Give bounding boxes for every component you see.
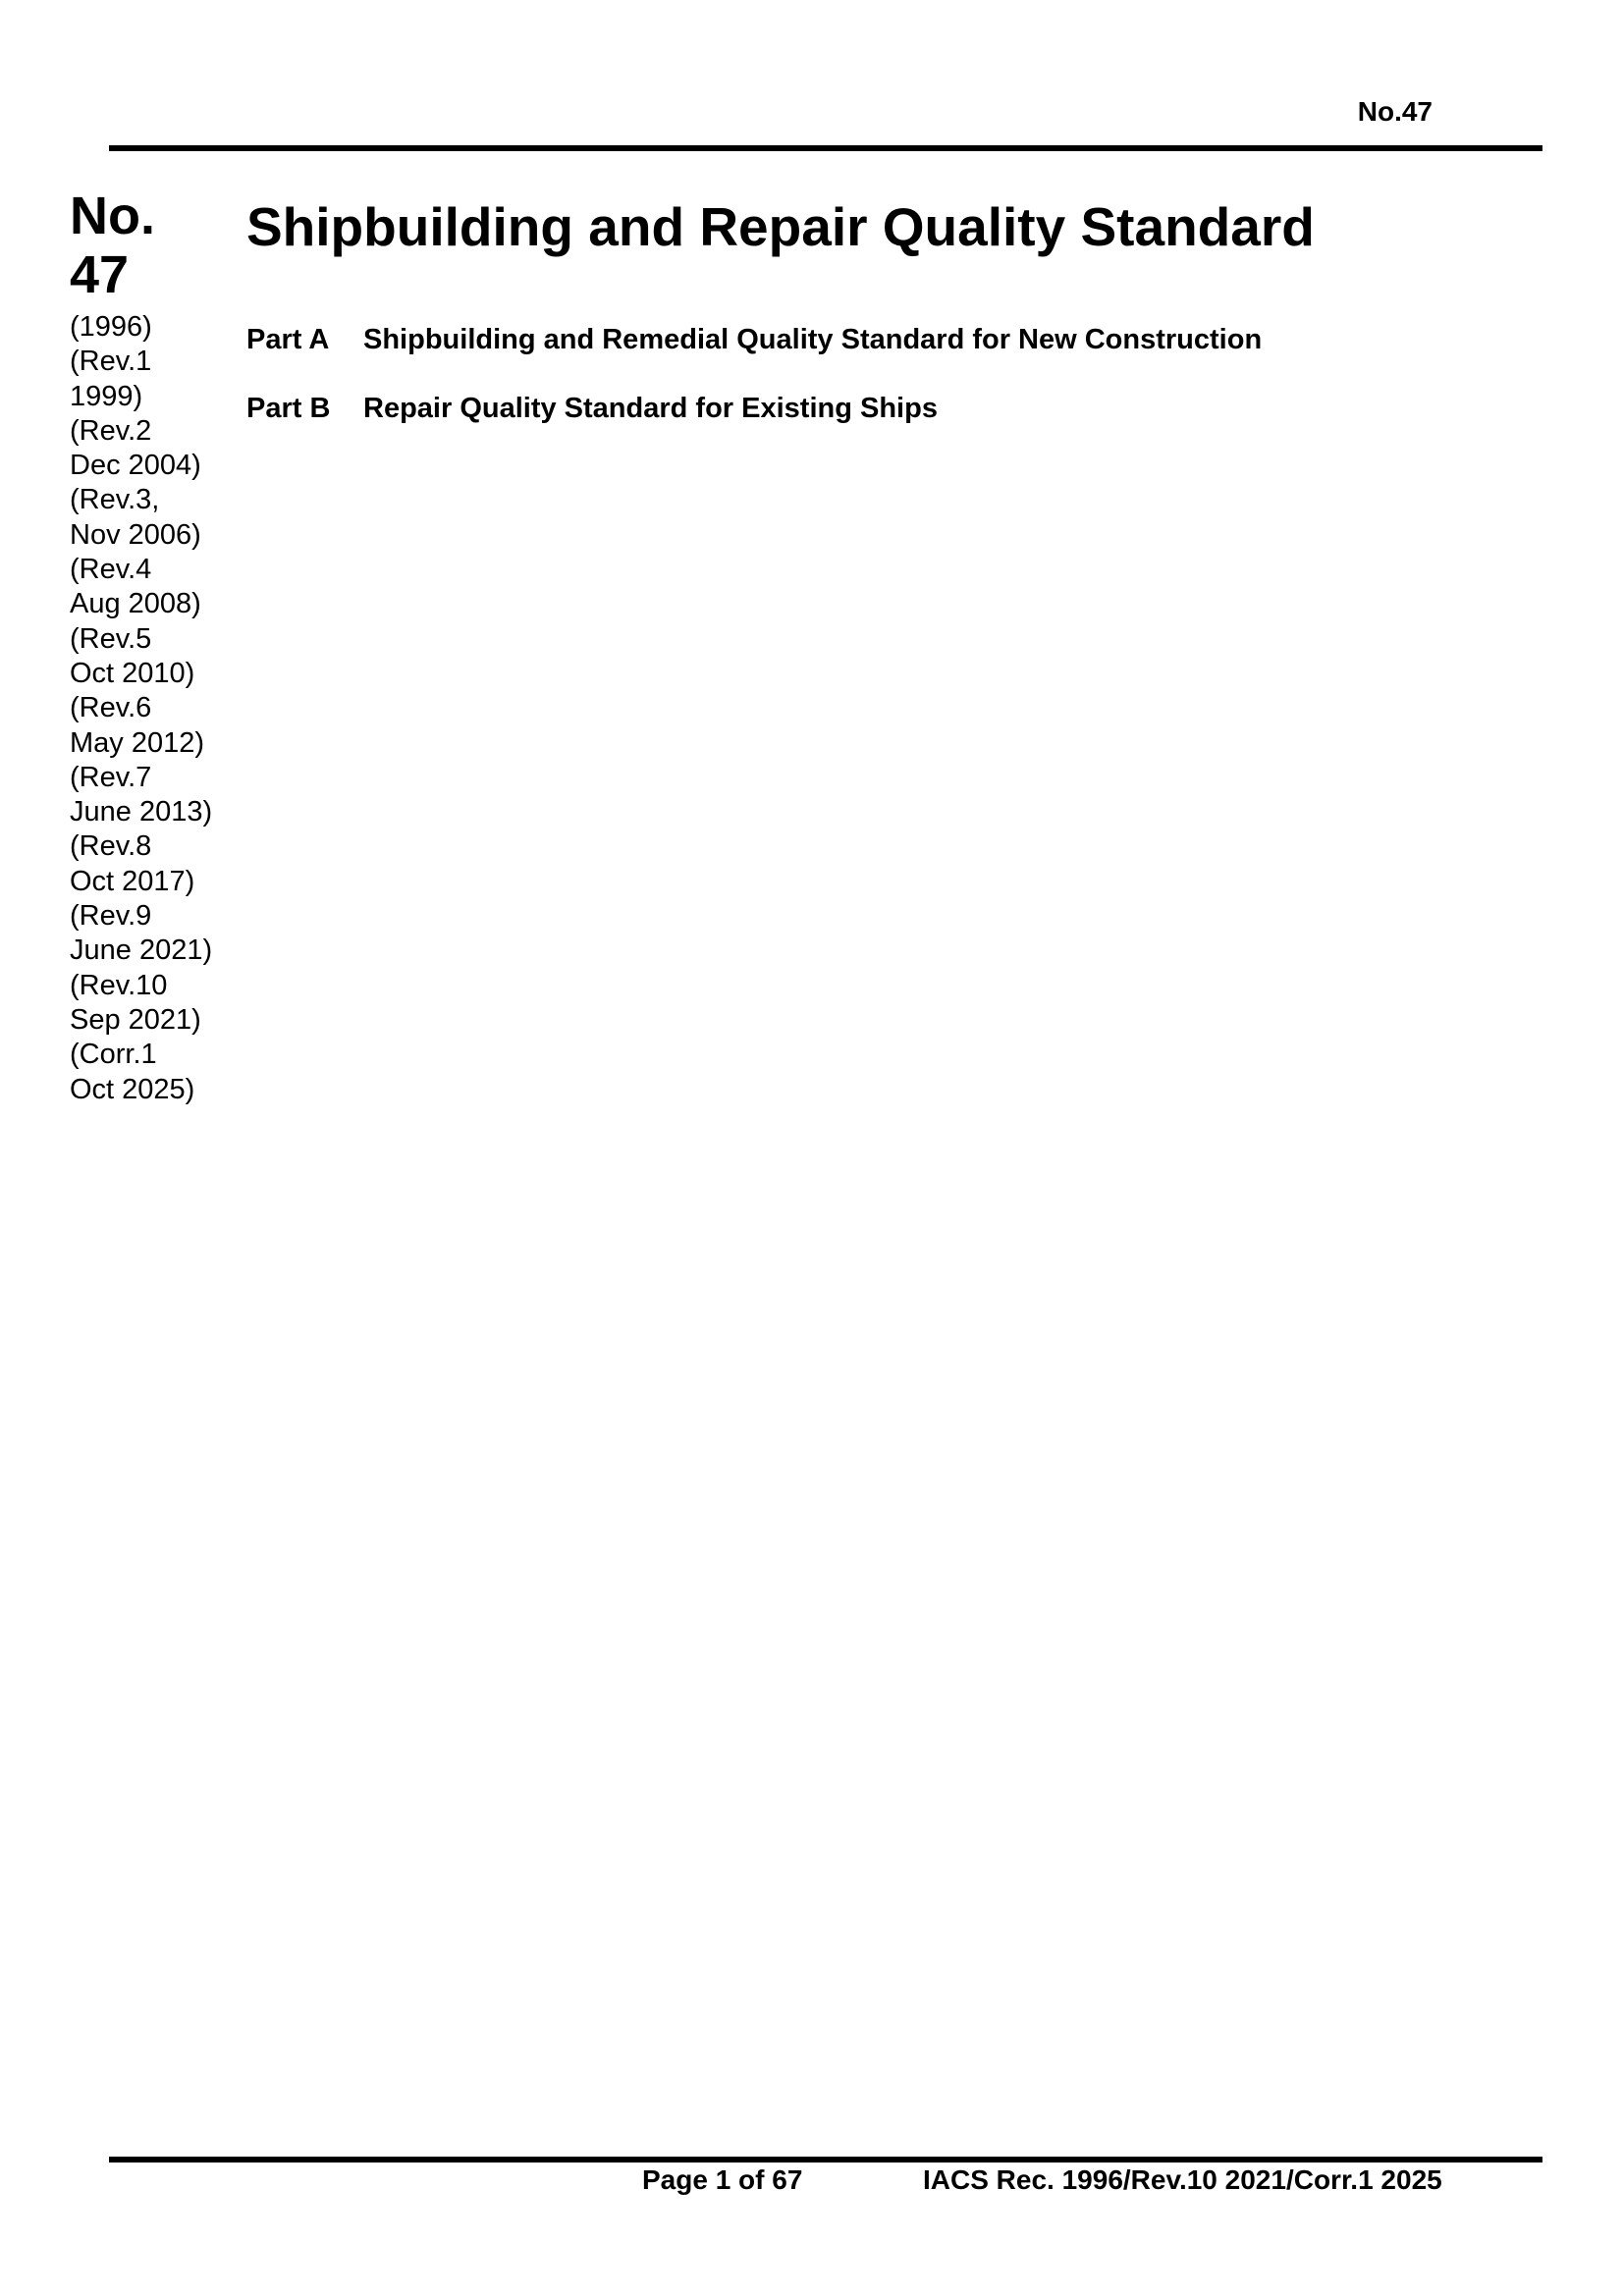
revision-line: (1996) [70,311,152,343]
revision-line: May 2012) [70,726,205,759]
part-a-code: Part A [246,324,330,355]
footer-page-number: Page 1 of 67 [642,2164,803,2195]
part-b-title: Repair Quality Standard for Existing Ships [363,393,938,424]
revision-line: (Rev.2 [70,414,152,447]
revision-line: June 2021) [70,934,213,967]
revision-line: (Rev.6 [70,692,152,724]
document-number-value: 47 [70,245,130,304]
revision-line: (Corr.1 [70,1039,157,1071]
revision-line: 1999) [70,380,143,412]
revision-line: Dec 2004) [70,450,201,482]
footer-reference: IACS Rec. 1996/Rev.10 2021/Corr.1 2025 [923,2164,1442,2195]
revision-line: (Rev.4 [70,554,152,586]
revision-line: Aug 2008) [70,588,201,620]
revision-line: (Rev.1 [70,346,152,378]
revision-history [70,310,256,1107]
part-a-entry [246,324,1262,356]
header-document-number: No.47 [1357,96,1433,127]
revision-line: June 2013) [70,796,213,828]
part-a-title: Shipbuilding and Remedial Quality Standard for New Construction [363,324,1263,355]
revision-line: Oct 2025) [70,1073,195,1105]
part-b-entry [246,393,938,425]
revision-line: Oct 2010) [70,657,195,689]
header-rule [109,145,1542,151]
revision-line: Sep 2021) [70,1003,201,1036]
revision-line: (Rev.7 [70,761,152,793]
revision-line: (Rev.8 [70,830,152,863]
footer-rule [109,2157,1542,2163]
revision-line: (Rev.3, [70,484,160,516]
document-number [70,187,237,304]
part-b-code: Part B [246,393,331,424]
document-number-prefix: No. [70,187,155,245]
revision-line: (Rev.10 [70,969,168,1001]
revision-line: (Rev.5 [70,622,152,655]
revision-line: (Rev.9 [70,900,152,933]
document-title: Shipbuilding and Repair Quality Standard [246,196,1315,257]
revision-line: Oct 2017) [70,865,195,897]
revision-line: Nov 2006) [70,518,201,551]
